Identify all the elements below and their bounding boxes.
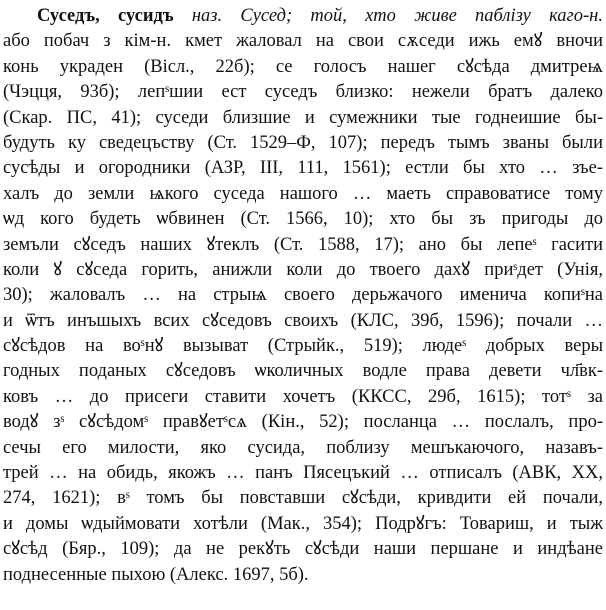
entry-line-3: конь украден (Вісл., 22б); се голосъ нашег сꙋсѣда дмитреѩ [3, 56, 603, 77]
entry-line-11: коли ꙋ сꙋседа горить, анижли коли до твоего дахꙋ приˢдет (Унія, [3, 259, 603, 280]
entry-line-12: 30); жаловалъ … на стрыѩ своего дерьжачого именича копиˢна [3, 285, 603, 306]
entry-gloss: наз. Сусед; той, хто живе паблізу каго-н. [173, 6, 603, 26]
entry-line-2: або побач з кім-н. кмет жаловал на свои сѫседи ижь емꙋ вночи [3, 31, 603, 52]
entry-line-21: и домы ѡдыймовати хотѣли (Мак., 354); Подрꙋгъ: Товариш, и тыж [3, 513, 603, 534]
entry-line-7: сусѣды и огородники (АЗР, III, 111, 1561); естли бы хто … зъе- [3, 158, 603, 179]
entry-line-6: будуть ку сведецъству (Ст. 1529–Ф, 107); передъ тымъ званы были [3, 132, 603, 153]
entry-line-8: халъ до земли ѩкого суседа нашого … маеть справоватисе тому [3, 183, 603, 204]
entry-line-16: ковъ … до присеги ставити хочетъ (ККСС, 29б, 1615); тотˢ за [3, 386, 603, 407]
entry-line-19: трей … на обидь, якожъ … панъ Пясецъкий … отписалъ (АВК, XX, [3, 463, 603, 484]
entry-line-10: земъли сꙋседъ наших ꙋтеклъ (Ст. 1588, 17); ано бы лепеˢ гасити [3, 234, 603, 255]
entry-line-9: ѡд кого будеть ѡбвинен (Ст. 1566, 10); хто бы зъ пригоды до [3, 209, 603, 230]
entry-line-14: сꙋсѣдов на воˢнꙋ вызыват (Стрыйк., 519); людеˢ добрых веры [3, 336, 603, 357]
dictionary-entry [3, 4, 603, 604]
entry-line-4: (Чэцця, 93б); лепˢшии ест суседъ близко: нежели братъ далеко [3, 82, 603, 103]
entry-headword: Суседъ, сусидъ [37, 6, 174, 26]
entry-line-1 [3, 4, 603, 29]
entry-line-20: 274, 1621); вˢ томъ бы повставши сꙋсѣди, кривдити ей почали, [3, 488, 603, 509]
entry-line-22: сꙋсѣд (Бяр., 109); да не рекꙋть сꙋсѣди наши першане и индѣане [3, 539, 603, 560]
entry-line-18: сечы его милости, яко сусида, поблизу мешъкаючого, назавъ- [3, 437, 603, 458]
entry-line-5: (Скар. ПС, 41); суседи близшие и сумежники тые годнеишие бы- [3, 107, 603, 128]
entry-line-23: поднесенные пыхою (Алекс. 1697, 5б). [3, 564, 309, 585]
entry-line-17: водꙋ зˢ сꙋсѣдомˢ правꙋетˢсѧ (Кін., 52); посланца … послалъ, про- [3, 412, 603, 433]
entry-line-15: годных поданых сꙋседовъ ѡколичных водле права девети чл҃вк- [3, 361, 603, 382]
entry-line-13: и ѿтъ инъшыхъ всих сꙋседовъ своихъ (КЛС, 39б, 1596); почали … [3, 310, 603, 331]
